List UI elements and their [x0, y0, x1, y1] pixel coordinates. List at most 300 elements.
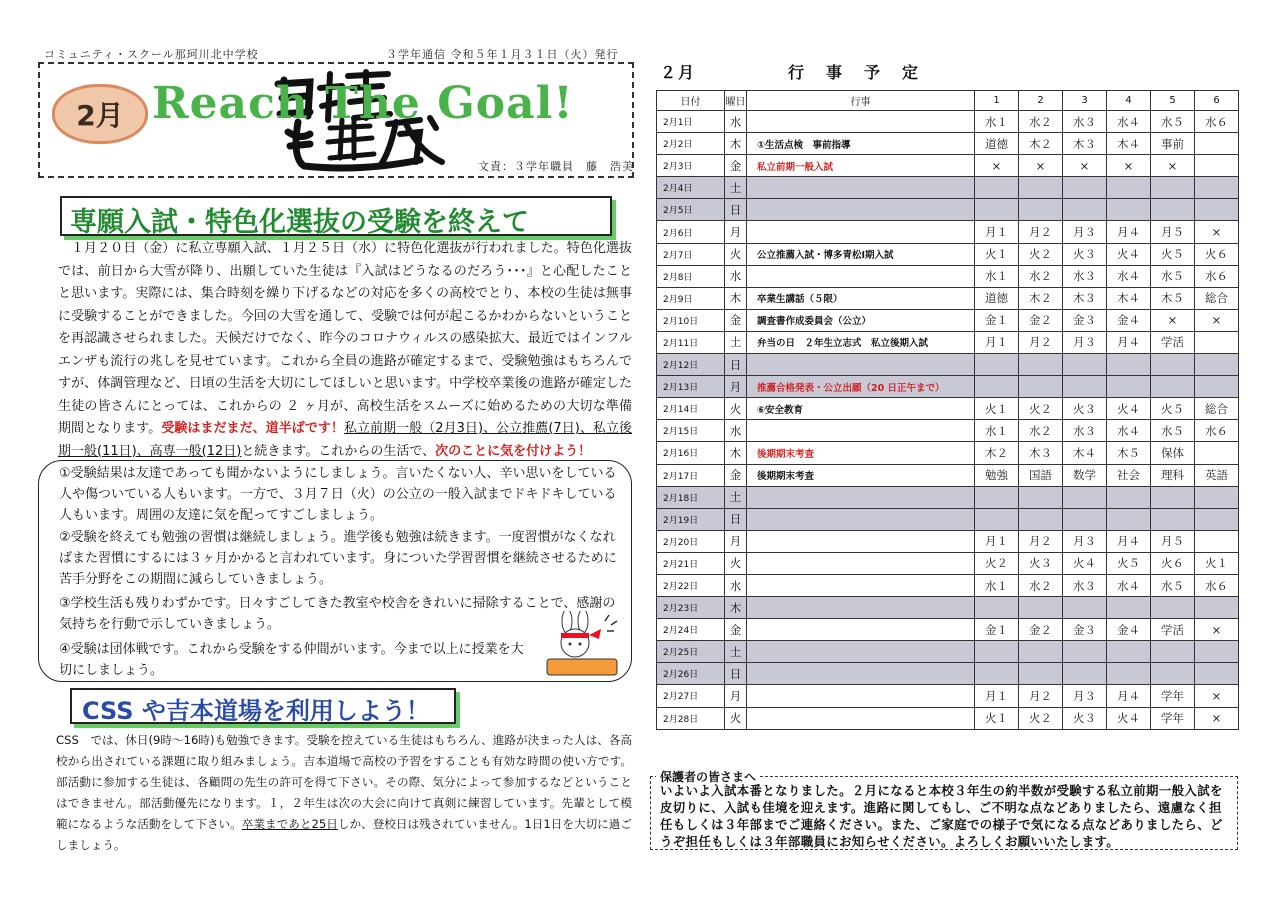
month-badge-label: 2月	[76, 99, 124, 132]
schedule-period: 金２	[1019, 309, 1063, 331]
schedule-period: 木２	[975, 442, 1019, 464]
schedule-period	[1107, 597, 1151, 619]
schedule-date: 2月9日	[657, 287, 725, 309]
schedule-period: 月１	[975, 685, 1019, 707]
schedule-period	[1107, 663, 1151, 685]
schedule-period	[975, 177, 1019, 199]
schedule-date: 2月25日	[657, 641, 725, 663]
schedule-period: 水６	[1195, 111, 1239, 133]
schedule-period: 水２	[1019, 420, 1063, 442]
schedule-period	[1195, 331, 1239, 353]
schedule-weekday: 木	[725, 133, 747, 155]
schedule-weekday: 火	[725, 552, 747, 574]
schedule-header-row	[657, 91, 1239, 111]
section-heading-css: CSS や吉本道場を利用しよう！	[70, 688, 456, 724]
schedule-period: 水２	[1019, 111, 1063, 133]
schedule-period: 火５	[1151, 243, 1195, 265]
schedule-period: 月４	[1107, 221, 1151, 243]
schedule-period	[975, 486, 1019, 508]
schedule-row	[657, 707, 1239, 729]
schedule-event: 卒業生講話（５限）	[747, 287, 975, 309]
schedule-period	[1195, 530, 1239, 552]
schedule-row	[657, 552, 1239, 574]
css-tail-text: しか、登校日は残されていません。1日1日を大切に過ごしましょう。	[56, 817, 632, 852]
schedule-period: 金２	[1019, 619, 1063, 641]
schedule-period: 金４	[1107, 619, 1151, 641]
schedule-period	[1063, 486, 1107, 508]
schedule-period: 木５	[1107, 442, 1151, 464]
schedule-weekday: 月	[725, 685, 747, 707]
schedule-period	[975, 597, 1019, 619]
schedule-period: 学年	[1151, 685, 1195, 707]
schedule-weekday: 火	[725, 243, 747, 265]
schedule-weekday: 金	[725, 464, 747, 486]
days-left-text: 卒業まであと25日	[241, 817, 338, 831]
schedule-period: 水１	[975, 265, 1019, 287]
schedule-row	[657, 486, 1239, 508]
schedule-period	[1107, 376, 1151, 398]
schedule-period: 月１	[975, 530, 1019, 552]
schedule-weekday: 火	[725, 398, 747, 420]
schedule-period: 月３	[1063, 530, 1107, 552]
schedule-period	[1195, 442, 1239, 464]
header-period: 6	[1195, 91, 1239, 111]
schedule-period: ×	[1019, 155, 1063, 177]
schedule-event: ①生活点検 事前指導	[747, 133, 975, 155]
emphasis-text: 受験はまだまだ、道半ばです！	[161, 421, 344, 436]
schedule-period: ×	[1151, 155, 1195, 177]
header-period: 3	[1063, 91, 1107, 111]
schedule-event	[747, 619, 975, 641]
schedule-period: ×	[1195, 309, 1239, 331]
schedule-period: 火１	[975, 398, 1019, 420]
schedule-row	[657, 221, 1239, 243]
schedule-date: 2月26日	[657, 663, 725, 685]
schedule-period: 数学	[1063, 464, 1107, 486]
schedule-weekday: 水	[725, 111, 747, 133]
schedule-period: 道徳	[975, 133, 1019, 155]
schedule-period: 学活	[1151, 331, 1195, 353]
schedule-event: 私立前期一般入試	[747, 155, 975, 177]
schedule-period	[1107, 486, 1151, 508]
schedule-period: 水５	[1151, 111, 1195, 133]
schedule-period: 総合	[1195, 287, 1239, 309]
schedule-period: 火４	[1107, 398, 1151, 420]
schedule-event	[747, 707, 975, 729]
css-paragraph	[56, 730, 632, 856]
schedule-row	[657, 619, 1239, 641]
schedule-period: 水６	[1195, 265, 1239, 287]
schedule-period: 学活	[1151, 619, 1195, 641]
schedule-period: 木２	[1019, 287, 1063, 309]
schedule-period: 金１	[975, 619, 1019, 641]
schedule-period	[1195, 376, 1239, 398]
schedule-period: 水３	[1063, 265, 1107, 287]
schedule-period: 水２	[1019, 574, 1063, 596]
schedule-row	[657, 243, 1239, 265]
schedule-date: 2月21日	[657, 552, 725, 574]
schedule-period: 月２	[1019, 685, 1063, 707]
school-name: コミュニティ・スクール那珂川北中学校	[44, 48, 259, 61]
schedule-period	[1019, 641, 1063, 663]
schedule-period	[1151, 354, 1195, 376]
schedule-event	[747, 199, 975, 221]
schedule-row	[657, 530, 1239, 552]
schedule-period: 火３	[1019, 552, 1063, 574]
schedule-period	[975, 508, 1019, 530]
schedule-event	[747, 354, 975, 376]
schedule-row	[657, 398, 1239, 420]
schedule-row	[657, 442, 1239, 464]
schedule-date: 2月23日	[657, 597, 725, 619]
schedule-period: ×	[1195, 707, 1239, 729]
schedule-period	[1195, 486, 1239, 508]
header-dow: 曜日	[725, 91, 747, 111]
schedule-date: 2月20日	[657, 530, 725, 552]
schedule-period: 水５	[1151, 265, 1195, 287]
schedule-period: 金４	[1107, 309, 1151, 331]
schedule-period: 水６	[1195, 420, 1239, 442]
schedule-period	[1107, 199, 1151, 221]
schedule-date: 2月16日	[657, 442, 725, 464]
schedule-period: 火３	[1063, 707, 1107, 729]
schedule-period: 火６	[1195, 243, 1239, 265]
schedule-row	[657, 685, 1239, 707]
schedule-period: 火２	[1019, 707, 1063, 729]
schedule-date: 2月10日	[657, 309, 725, 331]
schedule-period: 金１	[975, 309, 1019, 331]
schedule-period: 水３	[1063, 574, 1107, 596]
schedule-period: 木３	[1063, 133, 1107, 155]
header-period: 2	[1019, 91, 1063, 111]
schedule-row	[657, 508, 1239, 530]
schedule-period	[975, 641, 1019, 663]
schedule-period	[1195, 155, 1239, 177]
schedule-date: 2月24日	[657, 619, 725, 641]
schedule-period	[1063, 376, 1107, 398]
schedule-period: 月２	[1019, 221, 1063, 243]
schedule-weekday: 火	[725, 707, 747, 729]
schedule-weekday: 日	[725, 354, 747, 376]
schedule-period: 月１	[975, 331, 1019, 353]
schedule-table	[656, 90, 1239, 730]
schedule-period: 火１	[1195, 552, 1239, 574]
schedule-period: 英語	[1195, 464, 1239, 486]
schedule-event: 公立推薦入試・博多青松Ⅰ期入試	[747, 243, 975, 265]
schedule-period	[1019, 177, 1063, 199]
schedule-period	[1063, 354, 1107, 376]
continuation-text: と続きます。これからの生活で、	[241, 443, 436, 459]
schedule-period: 火１	[975, 707, 1019, 729]
schedule-period: 火４	[1107, 243, 1151, 265]
schedule-period	[975, 663, 1019, 685]
schedule-row	[657, 287, 1239, 309]
schedule-date: 2月2日	[657, 133, 725, 155]
schedule-weekday: 木	[725, 597, 747, 619]
schedule-date: 2月6日	[657, 221, 725, 243]
intro-paragraph	[58, 238, 632, 463]
header-date: 日付	[657, 91, 725, 111]
schedule-period: 国語	[1019, 464, 1063, 486]
schedule-event	[747, 685, 975, 707]
newsletter-title: Reach The Goal!	[152, 78, 574, 129]
schedule-date: 2月7日	[657, 243, 725, 265]
schedule-date: 2月19日	[657, 508, 725, 530]
schedule-period: 木４	[1063, 442, 1107, 464]
schedule-event	[747, 641, 975, 663]
rule-item: ②受験を終えても勉強の習慣は継続しましょう。進学後も勉強は続きます。一度習慣がなくなればまた習慣にするには３ヶ月かかると言われています。身についた学習習慣を継続させるために苦手分野をこの期間に減らしていきましょう。	[59, 530, 617, 587]
schedule-period: 水１	[975, 111, 1019, 133]
schedule-period: 金３	[1063, 619, 1107, 641]
schedule-period: 水４	[1107, 420, 1151, 442]
header-period: 5	[1151, 91, 1195, 111]
schedule-period: ×	[1063, 155, 1107, 177]
schedule-period	[1195, 354, 1239, 376]
schedule-period: 火５	[1151, 398, 1195, 420]
schedule-period	[1063, 641, 1107, 663]
schedule-period: ×	[975, 155, 1019, 177]
schedule-weekday: 金	[725, 155, 747, 177]
schedule-period: ×	[1195, 619, 1239, 641]
rules-box	[38, 460, 632, 682]
schedule-weekday: 日	[725, 663, 747, 685]
schedule-period	[1063, 177, 1107, 199]
schedule-weekday: 月	[725, 221, 747, 243]
schedule-weekday: 水	[725, 265, 747, 287]
schedule-period	[1151, 177, 1195, 199]
schedule-row	[657, 309, 1239, 331]
schedule-period: 火２	[1019, 398, 1063, 420]
schedule-event	[747, 597, 975, 619]
schedule-event	[747, 663, 975, 685]
schedule-row	[657, 354, 1239, 376]
schedule-period	[1063, 597, 1107, 619]
schedule-period: 月５	[1151, 221, 1195, 243]
schedule-period: 火５	[1107, 552, 1151, 574]
schedule-event	[747, 111, 975, 133]
schedule-weekday: 水	[725, 420, 747, 442]
schedule-period: 火４	[1107, 707, 1151, 729]
schedule-row	[657, 464, 1239, 486]
schedule-period	[975, 354, 1019, 376]
month-badge	[52, 84, 148, 144]
schedule-weekday: 木	[725, 442, 747, 464]
schedule-title-text: 行事予定	[788, 63, 941, 82]
issue-date: ３学年通信 令和５年１月３１日（火）発行	[386, 48, 619, 61]
exam-dates: 私立前期一般（2月3日)、公立推薦(7日)、私立後期一般(11日)、高専一般(12日)	[58, 421, 632, 459]
schedule-period: 保体	[1151, 442, 1195, 464]
schedule-period: 火４	[1063, 552, 1107, 574]
parent-notice-text: いよいよ入試本番となりました。２月になると本校３年生の約半数が受験する私立前期一般入試を皮切りに、入試も佳境を迎えます。進路に関してもし、ご不明な点などありましたら、遠慮なく担任もしくは３年部までご連絡ください。また、ご家庭での様子で気になる点などありましたら、どうぞ担任もしくは３年部職員にお知らせください。よろしくお願いいたします。	[660, 783, 1223, 849]
schedule-period	[1019, 597, 1063, 619]
parent-notice-label: 保護者の皆さまへ	[656, 768, 760, 785]
schedule-period: ×	[1195, 221, 1239, 243]
schedule-period: 木４	[1107, 287, 1151, 309]
schedule-period	[1063, 663, 1107, 685]
schedule-row	[657, 574, 1239, 596]
schedule-period: ×	[1151, 309, 1195, 331]
schedule-period: 木２	[1019, 133, 1063, 155]
schedule-period: 総合	[1195, 398, 1239, 420]
header-period: 4	[1107, 91, 1151, 111]
schedule-period	[975, 376, 1019, 398]
schedule-date: 2月8日	[657, 265, 725, 287]
schedule-period	[1151, 486, 1195, 508]
schedule-row	[657, 133, 1239, 155]
schedule-date: 2月17日	[657, 464, 725, 486]
schedule-row	[657, 177, 1239, 199]
schedule-period: 火２	[975, 552, 1019, 574]
schedule-event: ⑥安全教育	[747, 398, 975, 420]
schedule-period: 道徳	[975, 287, 1019, 309]
schedule-period	[1019, 486, 1063, 508]
schedule-period: 学年	[1151, 707, 1195, 729]
schedule-period	[1195, 508, 1239, 530]
schedule-period	[1195, 133, 1239, 155]
schedule-row	[657, 111, 1239, 133]
schedule-date: 2月27日	[657, 685, 725, 707]
schedule-event: 弁当の日 ２年生立志式 私立後期入試	[747, 331, 975, 353]
schedule-period: 月４	[1107, 685, 1151, 707]
schedule-period	[1019, 354, 1063, 376]
schedule-period	[1063, 199, 1107, 221]
schedule-period	[1195, 177, 1239, 199]
schedule-weekday: 土	[725, 177, 747, 199]
schedule-period	[1107, 508, 1151, 530]
schedule-period: 水４	[1107, 111, 1151, 133]
schedule-period: ×	[1195, 685, 1239, 707]
schedule-event: 後期期末考査	[747, 442, 975, 464]
schedule-month: ２月	[660, 63, 697, 82]
schedule-period: 水４	[1107, 265, 1151, 287]
section-heading-exams: 専願入試・特色化選抜の受験を終えて	[60, 196, 612, 236]
header-event: 行事	[747, 91, 975, 111]
schedule-event	[747, 221, 975, 243]
schedule-period: 火１	[975, 243, 1019, 265]
callout-text: 次のことに気を付けよう！	[435, 443, 592, 459]
schedule-period: 水１	[975, 574, 1019, 596]
schedule-date: 2月12日	[657, 354, 725, 376]
schedule-event	[747, 177, 975, 199]
schedule-period: 勉強	[975, 464, 1019, 486]
schedule-period: 水４	[1107, 574, 1151, 596]
schedule-date: 2月28日	[657, 707, 725, 729]
schedule-period: 木４	[1107, 133, 1151, 155]
schedule-period: 月３	[1063, 331, 1107, 353]
schedule-period: 金３	[1063, 309, 1107, 331]
schedule-period	[1107, 354, 1151, 376]
schedule-date: 2月18日	[657, 486, 725, 508]
schedule-row	[657, 199, 1239, 221]
schedule-period: ×	[1107, 155, 1151, 177]
schedule-period	[1151, 597, 1195, 619]
schedule-date: 2月5日	[657, 199, 725, 221]
schedule-event: 調査書作成委員会（公立）	[747, 309, 975, 331]
schedule-event: 後期期末考査	[747, 464, 975, 486]
schedule-period	[1195, 641, 1239, 663]
schedule-period	[1151, 508, 1195, 530]
schedule-period	[1151, 376, 1195, 398]
schedule-date: 2月13日	[657, 376, 725, 398]
intro-text: １月２０日（金）に私立専願入試、１月２５日（水）に特色化選抜が行われました。特色化選抜では、前日から大雪が降り、出願していた生徒は『入試はどうなるのだろう･･･』と心配したことと思います。実際には、集合時刻を繰り下げるなどの対応を多くの高校でとり、本校の生徒は無事に受験することができました。今回の大雪を通して、受験では何が起こるかわからないということを再認識させられました。天候だけでなく、昨今のコロナウィルスの感染拡大、最近ではインフルエンザも流行の兆しを見せています。これから全員の進路が確定するまで、受験勉強はもちろんですが、体調管理など、日頃の生活を大切にしてほしいと思います。中学校卒業後の進路が確定した生徒の皆さんにとっては、これからの ２ ヶ月が、高校生活をスムーズに始めるための大切な準備期間となります。	[58, 241, 632, 436]
schedule-period	[1107, 641, 1151, 663]
schedule-period: 月２	[1019, 331, 1063, 353]
schedule-row	[657, 641, 1239, 663]
schedule-period: 火３	[1063, 243, 1107, 265]
schedule-event: 推薦合格発表・公立出願（20 日正午まで）	[747, 376, 975, 398]
schedule-event	[747, 530, 975, 552]
schedule-period	[1019, 508, 1063, 530]
schedule-period	[1019, 663, 1063, 685]
css-text: CSS では、休日(9時～16時)も勉強できます。受験を控えている生徒はもちろん、進路が決まった人は、各高校から出されている課題に取り組みましょう。吉本道場で高校の予習をすることも有効な時間の使い方です。部活動に参加する生徒は、各顧問の先生の許可を得て下さい。その際、気分によって参加するなどということはできません。部活動優先になります。１，２年生は次の大会に向けて真剣に練習しています。先輩として模範になるような活動をして下さい。	[56, 733, 632, 831]
schedule-date: 2月3日	[657, 155, 725, 177]
schedule-period	[1151, 663, 1195, 685]
byline: 文責：３学年職員 藤 浩美	[478, 160, 634, 173]
schedule-row	[657, 155, 1239, 177]
schedule-period: 月４	[1107, 530, 1151, 552]
schedule-weekday: 金	[725, 309, 747, 331]
schedule-date: 2月15日	[657, 420, 725, 442]
schedule-weekday: 月	[725, 376, 747, 398]
schedule-title	[660, 60, 940, 83]
schedule-weekday: 日	[725, 199, 747, 221]
schedule-period: 火３	[1063, 398, 1107, 420]
schedule-period: 火６	[1151, 552, 1195, 574]
schedule-weekday: 木	[725, 287, 747, 309]
schedule-period	[1107, 177, 1151, 199]
schedule-period: 月３	[1063, 685, 1107, 707]
schedule-period	[1151, 641, 1195, 663]
schedule-period	[1019, 199, 1063, 221]
schedule-period: 社会	[1107, 464, 1151, 486]
rule-item: ③学校生活も残りわずかです。日々すごしてきた教室や校舎をきれいに掃除することで、感謝の気持ちを行動で示していきましょう。	[59, 596, 616, 632]
schedule-period: 水５	[1151, 574, 1195, 596]
schedule-row	[657, 265, 1239, 287]
schedule-period: 月２	[1019, 530, 1063, 552]
schedule-event	[747, 486, 975, 508]
schedule-row	[657, 420, 1239, 442]
schedule-period: 水１	[975, 420, 1019, 442]
schedule-row	[657, 331, 1239, 353]
schedule-period: 理科	[1151, 464, 1195, 486]
schedule-period: 水６	[1195, 574, 1239, 596]
schedule-date: 2月1日	[657, 111, 725, 133]
schedule-date: 2月4日	[657, 177, 725, 199]
schedule-period	[1195, 663, 1239, 685]
schedule-weekday: 土	[725, 486, 747, 508]
schedule-period	[1195, 199, 1239, 221]
schedule-period: 水３	[1063, 420, 1107, 442]
schedule-event	[747, 552, 975, 574]
schedule-period	[1151, 199, 1195, 221]
header-period: 1	[975, 91, 1019, 111]
schedule-weekday: 水	[725, 574, 747, 596]
schedule-row	[657, 597, 1239, 619]
schedule-weekday: 日	[725, 508, 747, 530]
schedule-period: 木５	[1151, 287, 1195, 309]
schedule-period	[975, 199, 1019, 221]
schedule-period	[1019, 376, 1063, 398]
schedule-row	[657, 663, 1239, 685]
schedule-period: 月４	[1107, 331, 1151, 353]
schedule-period: 木３	[1063, 287, 1107, 309]
schedule-period: 水３	[1063, 111, 1107, 133]
schedule-event	[747, 574, 975, 596]
schedule-period: 月３	[1063, 221, 1107, 243]
schedule-period	[1063, 508, 1107, 530]
schedule-period: 木３	[1019, 442, 1063, 464]
schedule-period	[1195, 597, 1239, 619]
